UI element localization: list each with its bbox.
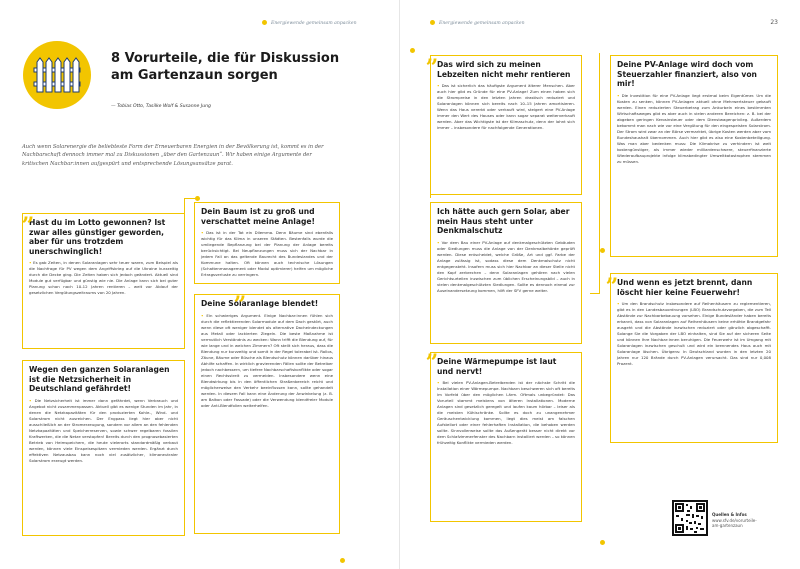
argument-title: Deine PV-Anlage wird doch vom Steuerzahler finanziert, also von mir! [617, 60, 757, 88]
qr-info [712, 512, 758, 529]
argument-title: Das wird sich zu meinen Lebzeiten nicht mehr rentieren [437, 60, 571, 79]
page-title: 8 Vorurteile, die für Diskussion am Gartenzaun sorgen [111, 51, 340, 83]
argument-box-lotto [22, 213, 185, 349]
connector-dot [340, 558, 345, 563]
connector-line [184, 198, 185, 214]
authors: — Tobias Otto, Tasilke Wolf & Susanne Jung [111, 104, 211, 109]
argument-text: • Ein schwieriges Argument. Einige Nachbar:innen fühlen sich durch die reflektierenden Solarmodule auf dem Dach gestört, auch wenn diese oft weniger blendet als alternative Dacheindeckungen aus Metall oder lackierten Ziegeln. Die beste Maßnahme ist vermutlich Verständnis zu wecken: Wann trifft die Blendung auf, für wie lange und in welchen Zimmern? Oft stellt sich heraus, dass die Blendung nur kurzzeitig und somit in der Regel tolerabel ist. Rollos, Zäune, Bäume oder Büsche als Blendschutz können darüber hinaus Abhilfe schaffen. In wirklich gravierenden Fällen sollte der Betreiber jedoch nachbessern, um tiefere Nachbarschaftskonflikte oder sogar einen Rechtsstreit zu vermeiden. Insbesondere wenn eine Blendwirkung bis in den öffentlichen Straßenbereich reicht und möglicherweise den Verkehr beeinflussen kann, sollte gehandelt werden. In diesem Fall kann eine Änderung der Anwinkelung (z. B. am Balkon oder Fassade) oder die Verwendung blendfreier Module oder Anti-Blendfolien weiterhelfen. [201, 312, 334, 408]
qr-url[interactable]: www.sfv.de/vorurteile-am-gartenzaun [712, 517, 757, 528]
argument-title: Hast du im Lotto gewonnen? Ist zwar alles günstiger geworden, aber für uns trotzdem unerschwinglich! [29, 218, 166, 256]
quote-mark-icon: „ [22, 200, 35, 226]
connector-dot [600, 248, 605, 253]
argument-box-netzsicherheit [22, 360, 185, 536]
quote-mark-icon: „ [426, 337, 439, 363]
argument-text: • Es gab Zeiten, in denen Solaranlagen sehr teuer waren, zum Beispiel als die Nachfrage für PV wegen dem Angriffskrieg auf die Ukraine kurzzeitig durch die Decke ging. Die Zeiten haben sich jedoch geändert. Aktuell sind Module gut verfügbar und günstig wie nie. Die Anlage kann sich bei guter Planung schon nach 10-12 Jahren rentieren – weit vor Ablauf der gesetzlichen Vergütungszeitraums von 20 Jahren. [29, 260, 179, 295]
connector-line [184, 198, 198, 199]
argument-box-baum [194, 202, 340, 284]
argument-text: • Die Investition für eine PV-Anlage liegt erstmal beim Eigentümer. Um die Kosten zu senken, können PV-Anlagen aktuell ohne Mehrwertsteuer gekauft werden. Einen reduzierten Steuerbetrag zum Ankurbeln eines bestimmten Wirtschaftsweges gibt es aber auch in vielen anderen Bereichen: z. B. bei der abgeben geringen Kerosinsteuer oder dem Dienstwagenprivileg. Außerdem bekommt man nach wie vor eine Vergütung für den eingespeisten Solarstrom. Der Strom wird zwar an der Börse vermarktet, übrige Kosten werden aber vom Bundeshaushalt übernommen. Auch hier gibt es also eine Kostenbeteiligung. Was man aber bedenken muss: Die Klimakrise zu verhindern ist weit kostengünstiger, als immer wieder milliardenschwere, steuerfinanzierte Wiederaufbauprojekte infolge klimabedingter Umweltkatastrophen stemmen zu müssen. [617, 92, 771, 164]
garden-fence-illustration [22, 40, 92, 110]
connector-dot [410, 48, 415, 53]
argument-text: • Die Netzsicherheit ist immer dann gefährdet, wenn Verbrauch und Angebot nicht zusammenpassen. Aktuell gibt es wenige Stunden im Jahr, in denen die Netzkapazitäten für den produzierten Kohle-, Wind- und Solarstrom nicht ausreichen. Der Engpass liegt hier aber nicht ausschließlich an der Stromerzeugung, sondern vor allem an den fehlenden Netzkapazitäten und Speicherreserven, sowie schwer regelbaren fossilen Kraftwerken, die die Netze verstopfen! Bereits durch den prognosebasierten Betrieb von Heimspeichern, die heute vielerorts standardmäßig verbaut werden, können viele Einspeisespitzen vermieden werden. Ergänzt durch effektiven Netzausbau kann noch viel zusätzlicher, klimaneutraler Solarstrom erzeugt werden. [29, 397, 179, 463]
argument-text: • Vor dem Bau einer PV-Anlage auf denkmalgeschützten Gebäuden oder Siedlungen muss die Anlage von der Denkmalbehörde geprüft werden. Diese entscheidet, welche Größe, Art und ggf. Farbe der Anlage zulässig ist, sodass diese dem Denkmalschutz nicht entgegensteht. Insofern muss sich hier Nachbar an dieser Stelle nicht den Kopf zerbrechen – denn Solaranlagen gehören nach vielen Gerichtsurteilen inzwischen zum üblichen Erscheinungsbild – auch in vielen denkmalgeschützten Siedlungen. Sollte es dennoch einmal zur Auseinandersetzung kommen, hilft der SFV gerne weiter. [437, 239, 575, 293]
argument-title: Und wenn es jetzt brennt, dann löscht hier keine Feuerwehr! [617, 278, 753, 297]
qr-code-icon [674, 502, 706, 534]
qr-label: Quellen & Infos [712, 512, 747, 517]
intro-text: Auch wenn Solarenergie die beliebteste Form der Erneuerbaren Energien in der Bevölkerung ist, kommt es in der Nachbarschaft dennoch immer mal zu Diskussionen „über den Gartenzaun“. Wir haben einige Argumente der kritischen Nachbar:innen aufgespürt und entsprechende Lösungsansätze parat. [22, 144, 324, 167]
argument-title: Dein Baum ist zu groß und verschattet meine Anlage! [201, 207, 316, 226]
running-head: Energiewende gemeinsam anpacken [262, 20, 357, 26]
argument-box-waermepumpe [430, 352, 582, 522]
connector-line [599, 53, 600, 293]
quote-mark-icon: „ [606, 261, 619, 287]
running-head: Energiewende gemeinsam anpacken [430, 20, 525, 26]
argument-box-blendung [194, 294, 340, 534]
connector-line [590, 293, 600, 294]
argument-text: • Um den Brandschutz insbesondere auf Reihenhäusern zu reglementieren, gibt es in den Landesbauordnungen (LBO) Brandschutzvorgaben, die zum Teil Abstände zur Nachbarbebauung vorsehen. Einige Bundesländer haben bereits erkannt, dass von Solaranlagen auf Reihenhäusern keine erhöhte Brandgefahr ausgeht und die Abstände inzwischen reduziert oder gänzlich abgeschafft. Solange Sie die Vorgaben der LBO einhalten, sind Sie auf der sicheren Seite und können Ihre Nachbar:innen beruhigen. Die Feuerwehr ist im Umgang mit Solaranlagen inzwischen geschult und wird ein brennendes Haus auch mit Solaranlage löschen. Übrigens: In Deutschland wurden in den letzten 20 Jahren nur 120 Brände durch PV-Anlagen verursacht. Das sind nur 0,008 Prozent. [617, 301, 772, 366]
argument-title: Wegen den ganzen Solaranlagen ist die Netzsicherheit in Deutschland gefährdet! [29, 365, 170, 393]
qr-code[interactable] [672, 500, 708, 536]
argument-box-lebzeiten [430, 55, 582, 195]
quote-mark-icon: „ [426, 42, 439, 68]
argument-title: Deine Solaranlage blendet! [201, 299, 319, 308]
argument-box-denkmalschutz [430, 202, 582, 344]
quote-mark-icon: „ [234, 279, 247, 305]
argument-title: Deine Wärmepumpe ist laut und nervt! [437, 357, 557, 376]
argument-box-steuerzahler [610, 55, 778, 257]
page-number: 23 [770, 19, 778, 26]
argument-text: • Das ist sicherlich das häufigste Argument älterer Menschen. Aber auch hier gibt es Gründe für eine PV-Anlage! Zum einen haben sich die Strompreise in den letzten Jahren drastisch reduziert und Solaranlagen können sich bereits nach 10–15 Jahren amortisieren. Wenn das Haus vererbt oder verkauft wird, steigert eine PV-Anlage immer den Wert des Hauses oder kann sogar separat weiterverkauft werden. Aber das Wichtigste ist der Klimaschutz, denn der lohnt sich immer – insbesondere für nachfolgende Generationen. [437, 83, 576, 130]
connector-dot [600, 540, 605, 545]
argument-title: Ich hätte auch gern Solar, aber mein Haus steht unter Denkmalschutz [437, 207, 570, 235]
right-page [400, 0, 800, 569]
argument-box-feuerwehr [610, 273, 778, 443]
argument-text: • Bei vielen PV-Anlagen-Betreibenden ist der nächste Schritt die Installation einer Wärmepumpe. Nachbarn beschweren sich oft bereits im Vorfeld über den möglichen Lärm. Oftmals unbegründet: Das Vorurteil stammt meistens von älteren Installationen. Moderne Anlagen sind gesetzlich geregelt und laufen kaum hörbar – leiser als die meisten Kühlschränke. Sollte es doch zu unangenehmer Geräuschentwicklung kommen, liegt dies meist am falschen Aufstellort oder einer fehlerhaften Installation, die behoben werden sollte. Sinnvollerweise sollte das Außengerät besser nicht direkt vor dem Schlafzimmerfenster des Nachbarn installiert werden – so können frühzeitig Konflikte vermieden werden. [437, 380, 575, 445]
argument-text: • Das ist in der Tat ein Dilemma. Denn Bäume sind ebenfalls wichtig für das Klima in unseren Städten. Bestenfalls wurde die umliegende Bepflanzung bei der Planung der Anlage bereits berücksichtigt. Bei Neupflanzungen muss sich der Nachbar in jedem Fall an das geltende Baurecht des Bundeslandes und der Kommune halten. Oft können auch technische Lösungen (Schattenmanagement oder Modul optimierer) helfen um mögliche Ertragsverluste zu verringern. [201, 230, 334, 277]
